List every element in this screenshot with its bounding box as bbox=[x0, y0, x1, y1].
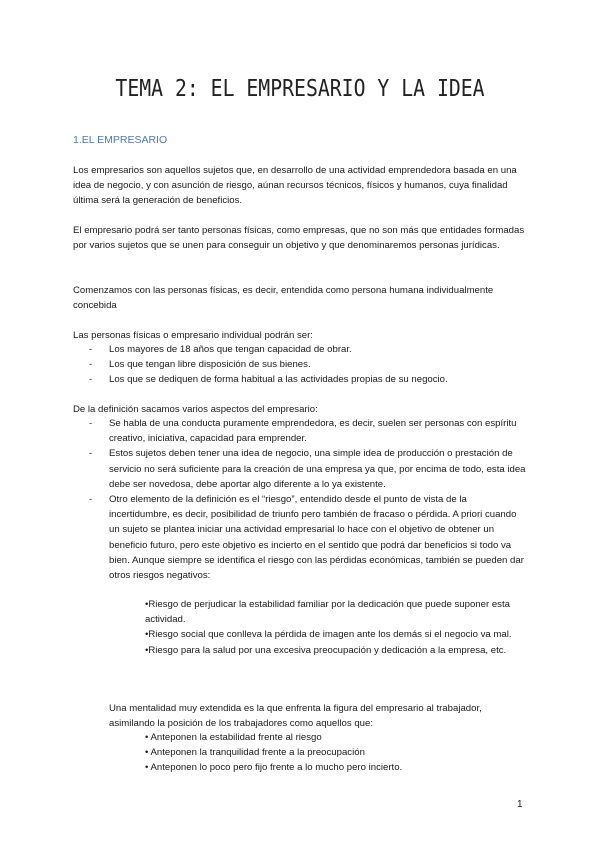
list-item: - Los que tengan libre disposición de sus bienes. bbox=[73, 357, 528, 372]
paragraph-individual-intro: Las personas físicas o empresario individual podrán ser: bbox=[73, 330, 313, 341]
list-item: - Se habla de una conducta puramente emprendedora, es decir, suelen ser personas con espíritu creativo, iniciativa, capacidad para emprender. bbox=[73, 416, 528, 446]
page-number: 1 bbox=[517, 799, 523, 810]
list-item: - Los mayores de 18 años que tengan capacidad de obrar. bbox=[73, 342, 528, 357]
list-item: •Riesgo social que conlleva la pérdida de imagen ante los demás si el negocio va mal. bbox=[145, 629, 512, 641]
page-title: TEMA 2: EL EMPRESARIO Y LA IDEA bbox=[115, 76, 485, 102]
list-item: • Anteponen lo poco pero fijo frente a lo mucho pero incierto. bbox=[145, 762, 403, 774]
list-aspects bbox=[73, 416, 528, 583]
list-item: •Riesgo para la salud por una excesiva preocupación y dedicación a la empresa, etc. bbox=[145, 644, 507, 656]
list-item: • Anteponen la estabilidad frente al riesgo bbox=[145, 732, 322, 743]
paragraph-physical-persons: Comenzamos con las personas físicas, es decir, entendida como persona humana individualmente concebida bbox=[73, 285, 494, 312]
paragraph-entrepreneur-types: El empresario podrá ser tanto personas físicas, como empresas, que no son más que entidades formadas por varios sujetos que se unen para conseguir un objetivo y que denominaremos personas jurídicas. bbox=[73, 225, 525, 252]
list-risks bbox=[145, 597, 528, 658]
list-persons bbox=[73, 342, 528, 388]
list-item: - Los que se dediquen de forma habitual a las actividades propias de su negocio. bbox=[73, 372, 528, 387]
paragraph-mentality: Una mentalidad muy extendida es la que enfrenta la figura del empresario al trabajador, asimilando la posición de los trabajadores como aquellos que: bbox=[109, 703, 482, 730]
paragraph-definition: Los empresarios son aquellos sujetos que, en desarrollo de una actividad emprendedora basada en una idea de negocio, y con asunción de riesgo, aúnan recursos técnicos, físicos y humanos, cuya finalidad última será la generación de beneficios. bbox=[73, 165, 517, 207]
list-item: - Otro elemento de la definición es el “riesgo”, entendido desde el punto de vista de la incertidumbre, es decir, posibilidad de triunfo pero también de fracaso o pérdida. A priori cuando un sujeto se plantea iniciar una actividad empresarial lo hace con el objetivo de obtener un beneficio futuro, pero este objetivo es incierto en el sentido que podrá dar beneficios si todo va bien. Aunque siempre se identifica el riesgo con las pérdidas económicas, también se pueden dar otros riesgos negativos: bbox=[73, 492, 528, 583]
list-item: • Anteponen la tranquilidad frente a la preocupación bbox=[145, 747, 365, 759]
list-item: - Estos sujetos deben tener una idea de negocio, una simple idea de producción o prestación de servicio no será suficiente para la creación de una empresa ya que, por encima de todo, esta idea debe ser novedosa, debe aportar algo diferente a lo ya existente. bbox=[73, 446, 528, 492]
section-heading: 1.EL EMPRESARIO bbox=[73, 134, 168, 146]
paragraph-aspects-intro: De la definición sacamos varios aspectos del empresario: bbox=[73, 404, 318, 415]
list-item: •Riesgo de perjudicar la estabilidad familiar por la dedicación que puede suponer esta actividad. bbox=[145, 599, 510, 626]
list-workers bbox=[145, 730, 528, 776]
